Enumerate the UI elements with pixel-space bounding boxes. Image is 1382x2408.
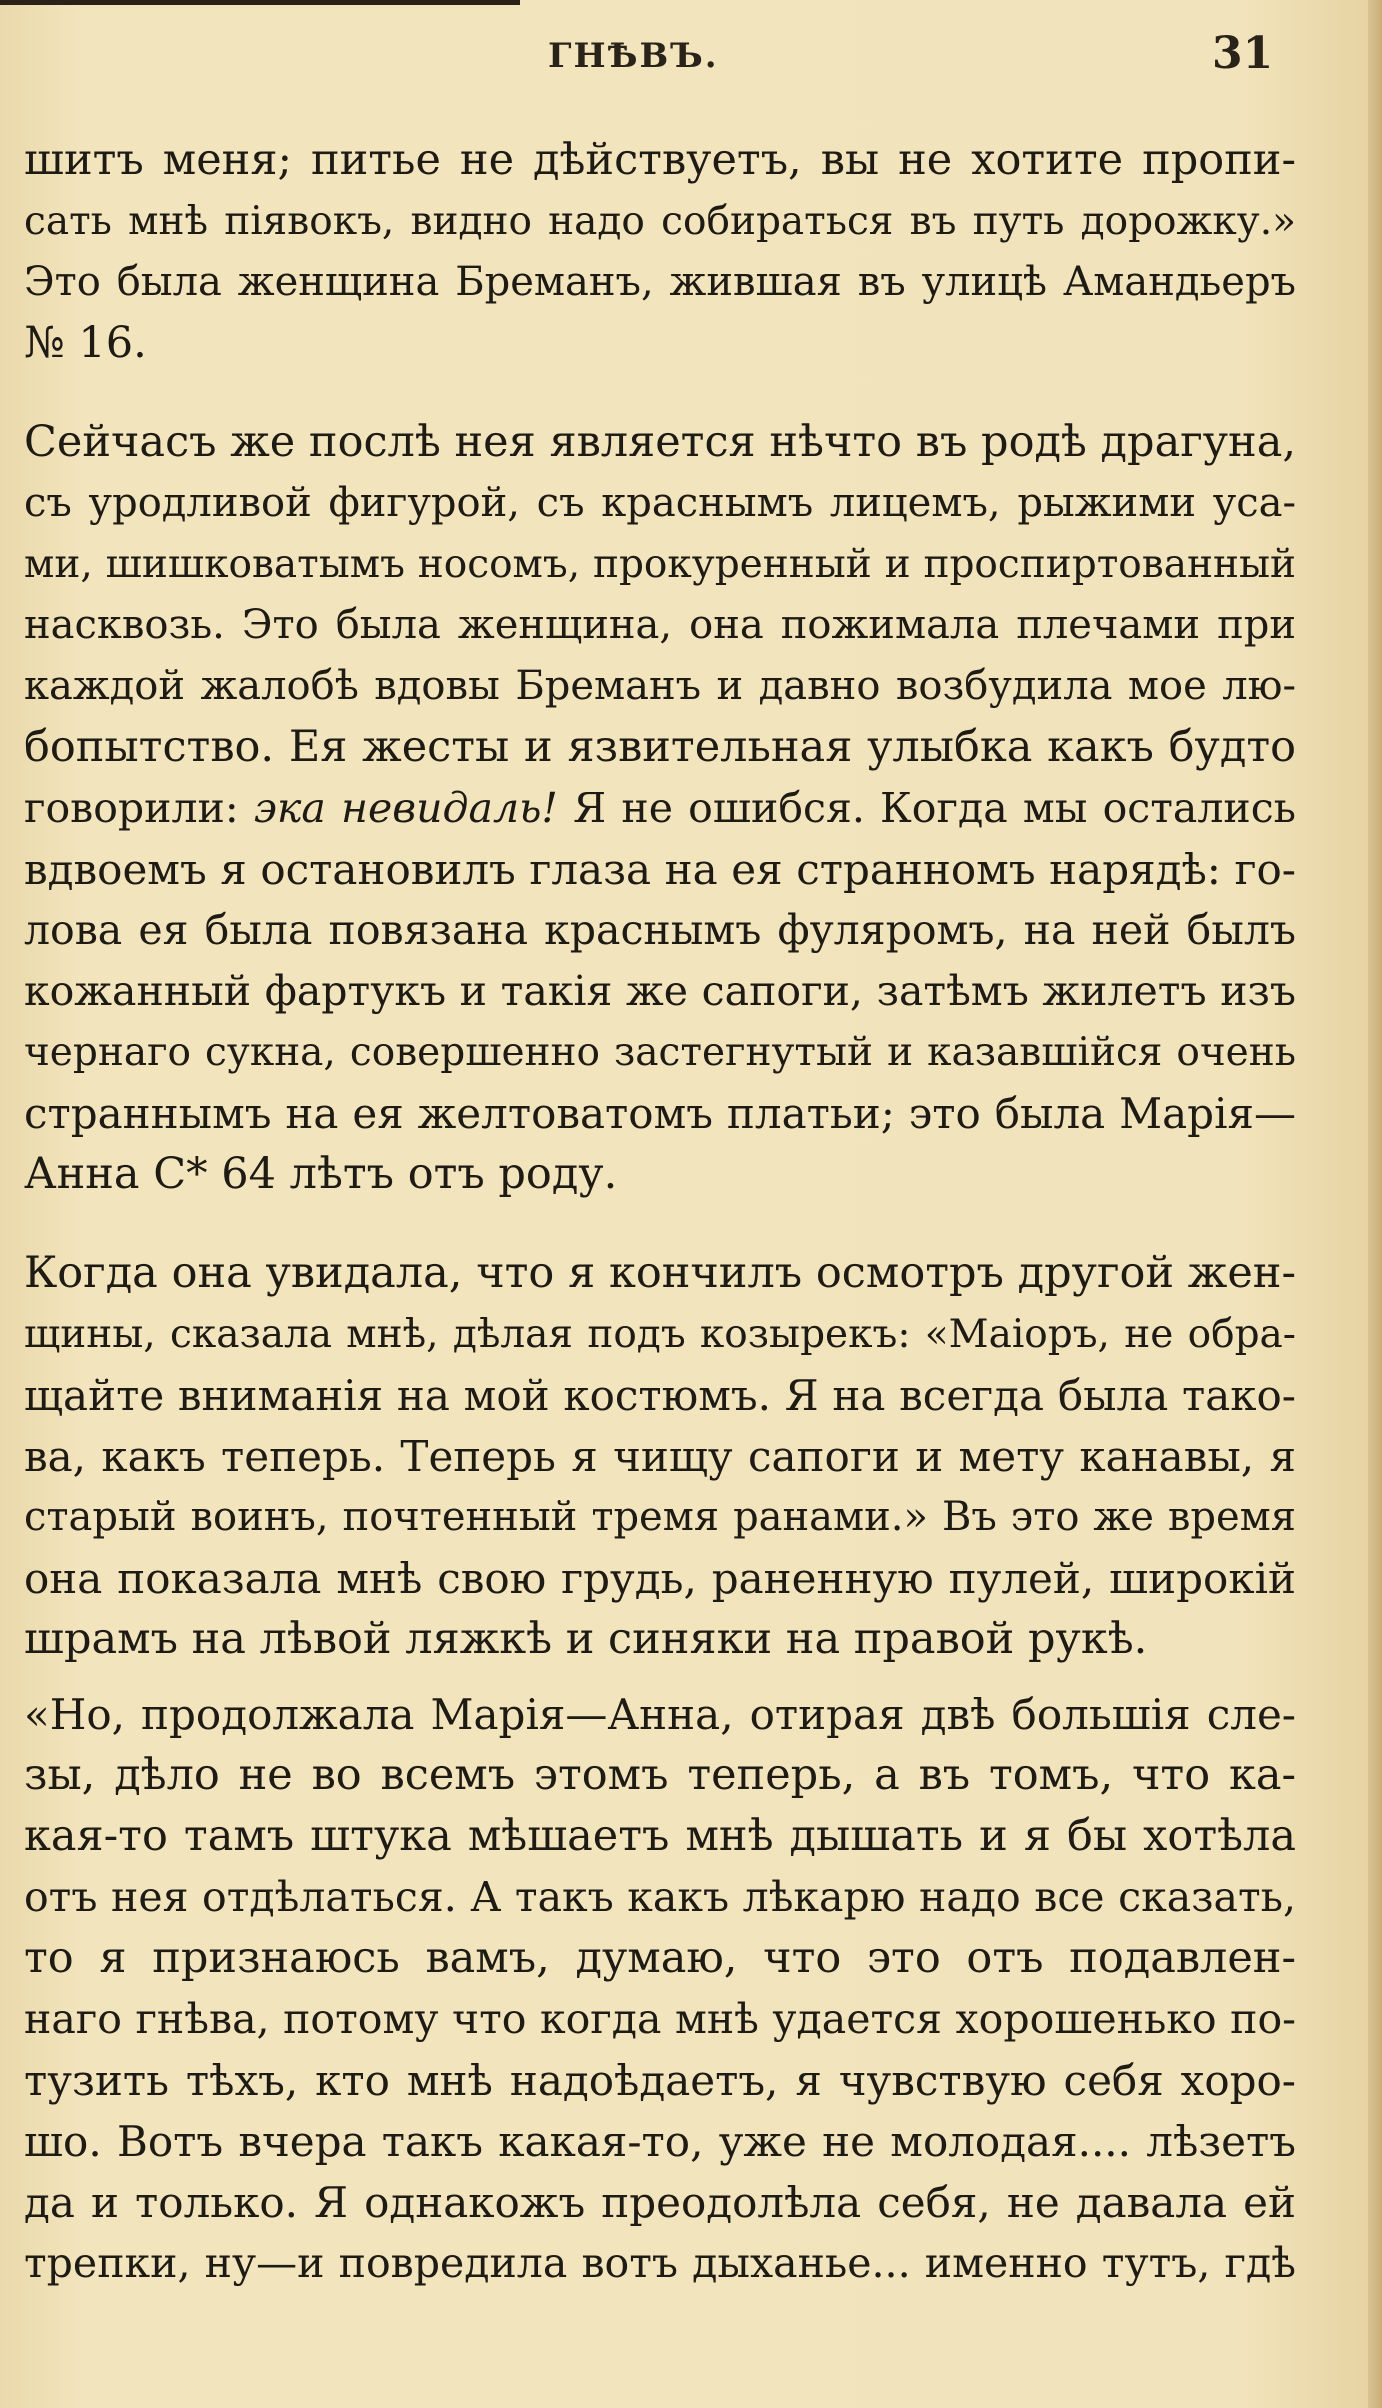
paragraph-spacer [24,1205,1296,1243]
text-line: зы, дѣло не во всемъ этомъ теперь, а въ томъ, что ка- [24,1750,1296,1800]
text-line: шитъ меня; питье не дѣйствуетъ, вы не хотите пропи- [24,135,1296,185]
running-title: ГНѢВЪ. [548,36,719,76]
page-edge-shadow [1368,0,1382,2408]
text-line: наго гнѣва, потому что когда мнѣ удается хорошенько по- [24,1995,1296,2043]
text-line: ва, какъ теперь. Теперь я чищу сапоги и мету канавы, я [24,1432,1296,1481]
text-line: шрамъ на лѣвой ляжкѣ и синяки на правой рукѣ. [24,1614,1148,1664]
paragraph-spacer [24,374,1296,412]
text-line: кожанный фартукъ и такія же сапоги, затѣмъ жилетъ изъ [24,967,1296,1015]
text-line: «Но, продолжала Марія—Анна, отирая двѣ большія сле- [24,1690,1296,1739]
text-line: отъ нея отдѣлаться. А такъ какъ лѣкарю надо все сказать, [24,1873,1296,1921]
paragraph-2 [24,412,1296,1205]
text-line: лова ея была повязана краснымъ фуляромъ, на ней былъ [24,906,1296,954]
text-line: да и только. Я однакожъ преодолѣла себя, не давала ей [24,2178,1296,2227]
paragraph-3 [24,1243,1296,1670]
text-line: Анна С* 64 лѣтъ отъ роду. [24,1149,618,1199]
text-line: Сейчасъ же послѣ нея является нѣчто въ родѣ драгуна, [24,417,1296,467]
text-line: говорили: эка невидаль! Я не ошибся. Когда мы остались [24,784,1296,832]
top-rule-divider [0,0,520,5]
text-line: она показала мнѣ свою грудь, раненную пулей, широкій [24,1554,1296,1603]
text-line: кая-то тамъ штука мѣшаетъ мнѣ дышать и я бы хотѣла [24,1811,1296,1861]
text-line: тузить тѣхъ, кто мнѣ надоѣдаетъ, я чувствую себя хоро- [24,2056,1296,2105]
text-line: щайте вниманія на мой костюмъ. Я на всегда была тако- [24,1371,1296,1420]
paragraph-4 [24,1684,1296,2294]
text-line: бопытство. Ея жесты и язвительная улыбка какъ будто [24,722,1296,772]
text-line: Это была женщина Бреманъ, жившая въ улицѣ Амандьеръ [24,259,1296,305]
text-line: трепки, ну—и повредила вотъ дыханье... именно тутъ, гдѣ [24,2239,1296,2287]
text-line: каждой жалобѣ вдовы Бреманъ и давно возбудила мое лю- [24,663,1296,709]
text-line: щины, сказала мнѣ, дѣлая подъ козырекъ: «Маіоръ, не обра- [24,1312,1296,1357]
text-line: насквозь. Это была женщина, она пожимала плечами при [24,602,1296,648]
text-line: страннымъ на ея желтоватомъ платьи; это была Марія— [24,1089,1296,1138]
page-number: 31 [1212,28,1274,79]
text-line: шо. Вотъ вчера такъ какая-то, уже не молодая.... лѣзетъ [24,2117,1296,2166]
text-line: чернаго сукна, совершенно застегнутый и казавшійся очень [24,1030,1296,1075]
body-text [24,130,1296,2294]
text-line: Когда она увидала, что я кончилъ осмотръ другой жен- [24,1248,1296,1298]
text-line: № 16. [24,318,147,368]
text-line: то я признаюсь вамъ, думаю, что это отъ подавлен- [24,1933,1296,1983]
text-line: съ уродливой фигурой, съ краснымъ лицемъ, рыжими уса- [24,480,1296,526]
paragraph-1 [24,130,1296,374]
text-line: сать мнѣ піявокъ, видно надо собираться въ путь дорожку.» [24,199,1296,244]
text-line: старый воинъ, почтенный тремя ранами.» Въ это же время [24,1494,1296,1540]
text-line: вдвоемъ я остановилъ глаза на ея странномъ нарядѣ: го- [24,845,1296,894]
text-line: ми, шишковатымъ носомъ, прокуренный и проспиртованный [24,542,1296,587]
